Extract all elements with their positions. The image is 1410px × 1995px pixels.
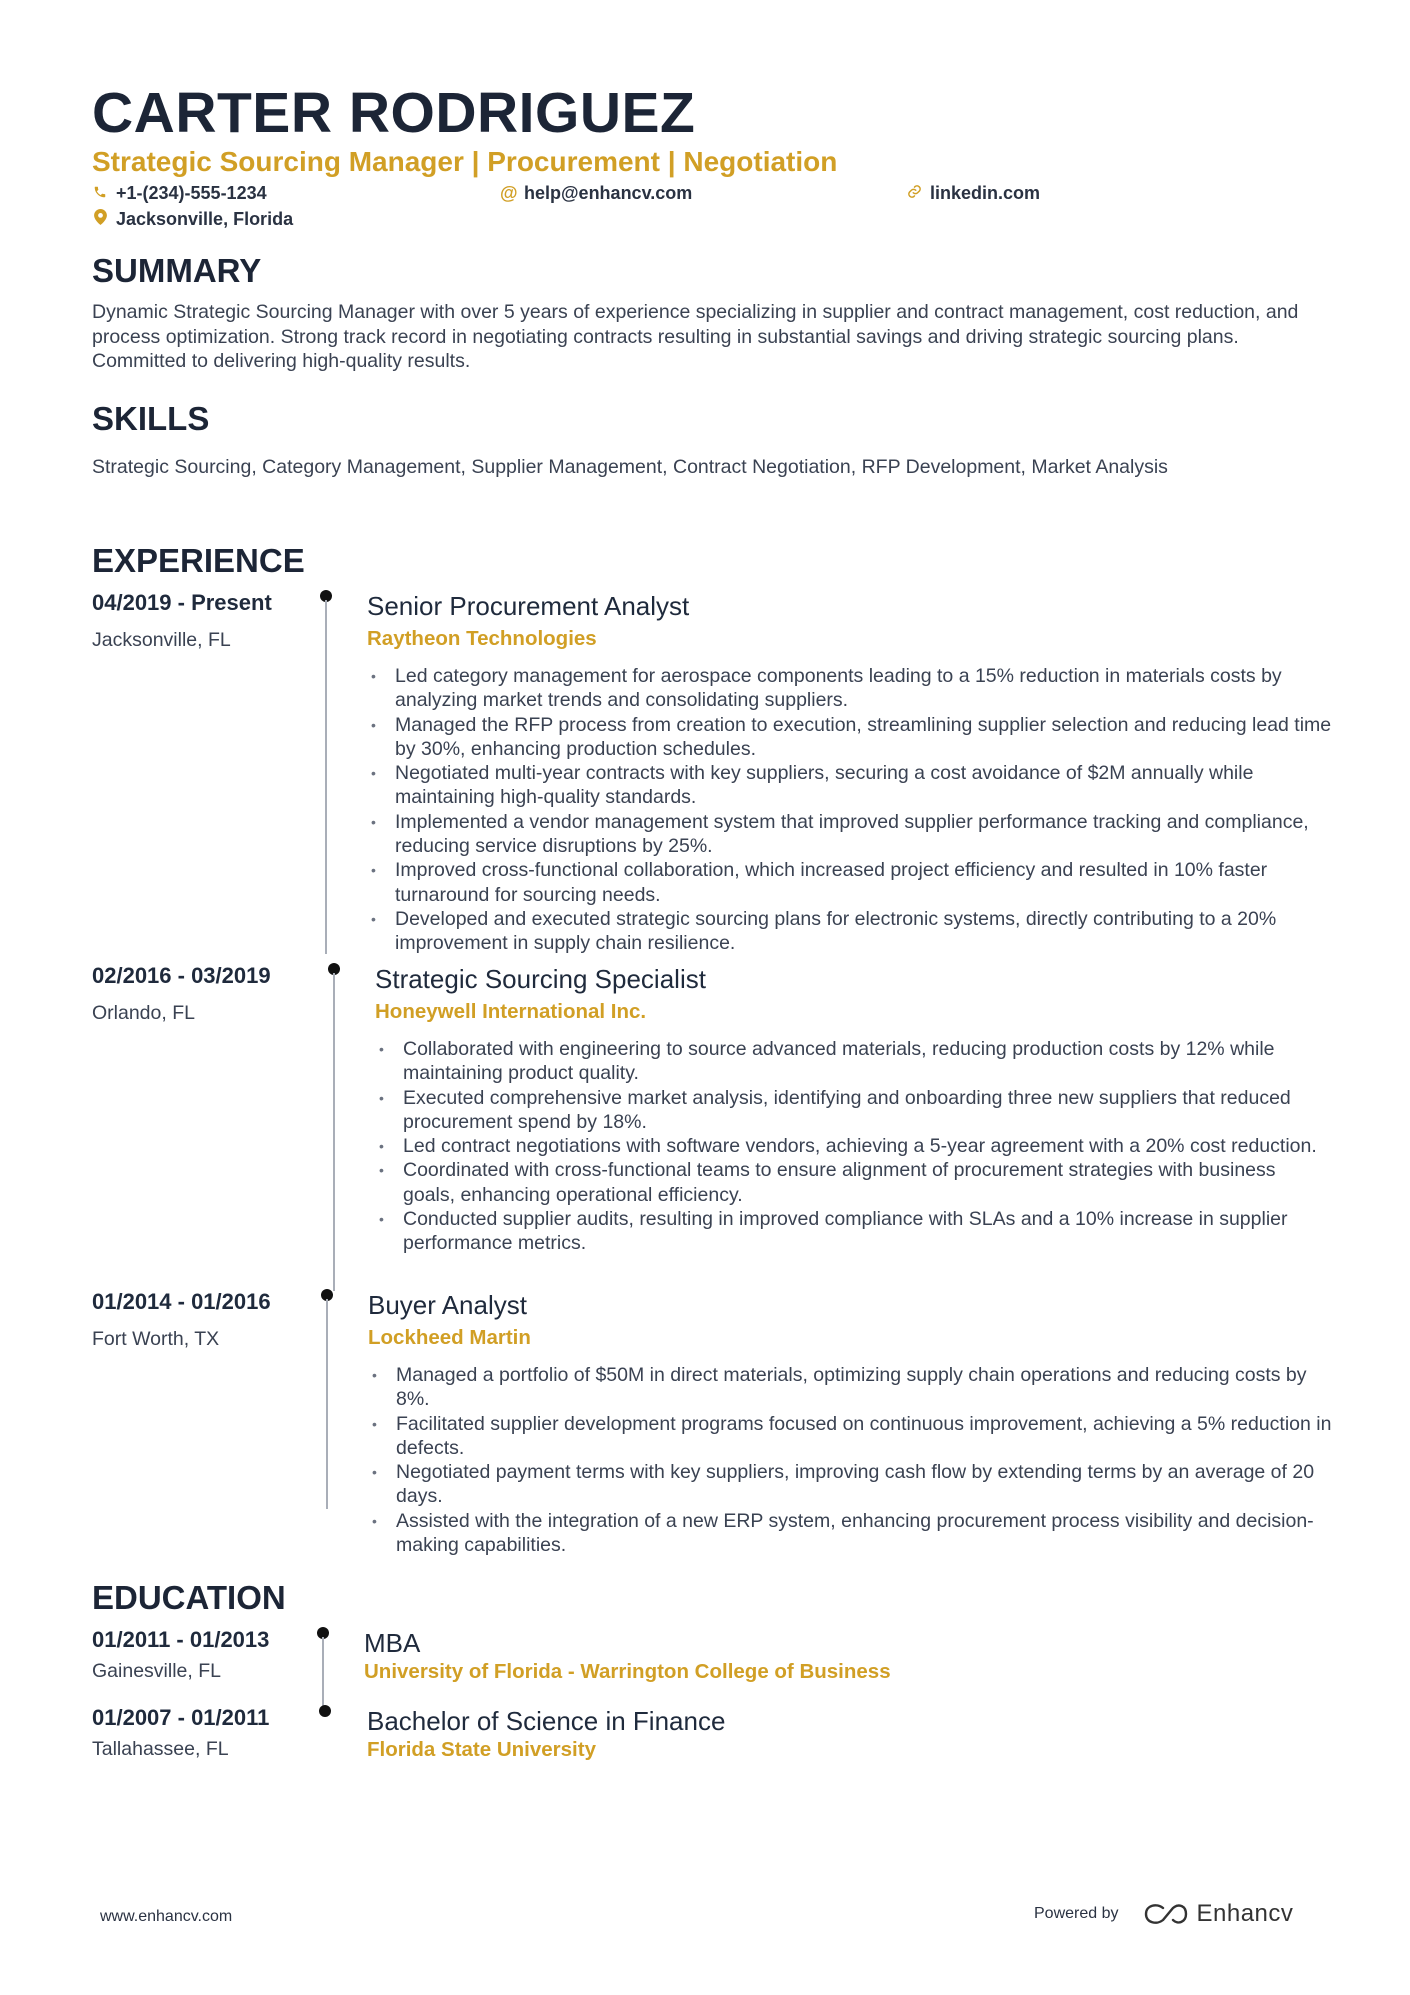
footer-branding (1034, 1900, 1293, 1928)
timeline-line (326, 1299, 328, 1509)
experience-dates: 01/2014 - 01/2016 (92, 1289, 271, 1314)
experience-company: Lockheed Martin (368, 1326, 531, 1349)
experience-role: Buyer Analyst (368, 1290, 527, 1320)
bullet-item: • Negotiated multi-year contracts with key suppliers, securing a cost avoidance of $2M annually while maintaining high-quality standards. (367, 761, 1332, 810)
experience-role: Senior Procurement Analyst (367, 591, 690, 621)
education-school: University of Florida - Warrington College of Business (364, 1660, 891, 1683)
timeline-line (325, 600, 327, 954)
education-location: Gainesville, FL (92, 1660, 221, 1682)
skills-heading: SKILLS (92, 400, 210, 437)
experience-dates: 04/2019 - Present (92, 590, 272, 615)
resume-page (92, 0, 1332, 1995)
experience-company: Raytheon Technologies (367, 627, 597, 650)
experience-content (368, 1289, 1332, 1557)
bullet-item: • Executed comprehensive market analysis, identifying and onboarding three new suppliers that reduced procurement spend by 18%. (375, 1086, 1332, 1135)
education-content (364, 1627, 1332, 1685)
contact-linkedin-text: linkedin.com (930, 183, 1041, 203)
skills-text: Strategic Sourcing, Category Management, Supplier Management, Contract Negotiation, RFP Development, Market Analysis (92, 456, 1168, 478)
bullet-item: • Facilitated supplier development programs focused on continuous improvement, achieving a 5% reduction in defects. (368, 1412, 1332, 1461)
summary-text: Dynamic Strategic Sourcing Manager with over 5 years of experience specializing in supplier and contract management, cost reduction, and process optimization. Strong track record in negotiating contracts resulting in substantial savings and driving strategic sourcing plans. Committed to delivering high-quality results. (92, 301, 1299, 372)
experience-company: Honeywell International Inc. (375, 1000, 647, 1023)
education-degree: MBA (364, 1628, 421, 1658)
bullet-item: • Assisted with the integration of a new ERP system, enhancing procurement process visibility and decision-making capabilities. (368, 1509, 1332, 1558)
timeline-dot (319, 1705, 331, 1717)
education-location: Tallahassee, FL (92, 1738, 229, 1760)
link-icon (906, 182, 922, 204)
education-heading: EDUCATION (92, 1579, 286, 1616)
powered-by-label: Powered by (1034, 1905, 1119, 1922)
education-dates: 01/2007 - 01/2011 (92, 1705, 270, 1730)
contact-email[interactable] (500, 182, 692, 204)
contact-phone-text: +1-(234)-555-1234 (116, 183, 267, 203)
contact-linkedin[interactable] (906, 182, 1040, 204)
education-content (367, 1705, 1332, 1763)
experience-dates: 02/2016 - 03/2019 (92, 963, 271, 988)
education-school: Florida State University (367, 1738, 596, 1761)
bullet-item: • Negotiated payment terms with key suppliers, improving cash flow by extending terms by an average of 20 days. (368, 1460, 1332, 1509)
contact-email-text: help@enhancv.com (524, 183, 693, 203)
bullet-item: • Improved cross-functional collaboration, which increased project efficiency and resulted in 10% faster turnaround for sourcing needs. (367, 858, 1332, 907)
experience-location: Orlando, FL (92, 1002, 195, 1024)
brand-name: Enhancv (1196, 1900, 1294, 1927)
at-icon: @ (500, 183, 518, 203)
timeline-line (333, 973, 335, 1291)
summary-heading: SUMMARY (92, 252, 262, 289)
bullet-item: • Led contract negotiations with software vendors, achieving a 5-year agreement with a 20% cost reduction. (375, 1134, 1332, 1158)
experience-bullets (367, 664, 1332, 956)
bullet-item: • Coordinated with cross-functional teams to ensure alignment of procurement strategies with business goals, enhancing operational efficiency. (375, 1158, 1332, 1207)
phone-icon (92, 182, 108, 204)
experience-role: Strategic Sourcing Specialist (375, 964, 706, 994)
bullet-item: • Collaborated with engineering to source advanced materials, reducing production costs by 12% while maintaining product quality. (375, 1037, 1332, 1086)
experience-bullets (375, 1037, 1332, 1256)
experience-content (375, 963, 1332, 1256)
bullet-item: • Implemented a vendor management system that improved supplier performance tracking and compliance, reducing service disruptions by 25%. (367, 810, 1332, 859)
bullet-item: • Managed a portfolio of $50M in direct materials, optimizing supply chain operations and reducing costs by 8%. (368, 1363, 1332, 1412)
candidate-name: CARTER RODRIGUEZ (92, 81, 696, 145)
location-pin-icon (92, 208, 108, 230)
education-dates: 01/2011 - 01/2013 (92, 1627, 270, 1652)
enhancv-logo[interactable] (1143, 1900, 1294, 1928)
education-degree: Bachelor of Science in Finance (367, 1706, 726, 1736)
bullet-item: • Led category management for aerospace components leading to a 15% reduction in materials costs by analyzing market trends and consolidating suppliers. (367, 664, 1332, 713)
bullet-item: • Managed the RFP process from creation to execution, streamlining supplier selection and reducing lead time by 30%, enhancing production schedules. (367, 713, 1332, 762)
footer-website[interactable]: www.enhancv.com (100, 1908, 233, 1925)
infinity-logo-icon (1143, 1902, 1189, 1926)
timeline-line (322, 1637, 324, 1707)
experience-bullets (368, 1363, 1332, 1557)
experience-content (367, 590, 1332, 956)
contact-location-text: Jacksonville, Florida (116, 209, 294, 229)
bullet-item: • Developed and executed strategic sourcing plans for electronic systems, directly contributing to a 20% improvement in supply chain resilience. (367, 907, 1332, 956)
candidate-title: Strategic Sourcing Manager | Procurement | Negotiation (92, 146, 838, 177)
experience-location: Fort Worth, TX (92, 1328, 220, 1350)
contact-location (92, 208, 293, 230)
experience-heading: EXPERIENCE (92, 542, 305, 579)
bullet-item: • Conducted supplier audits, resulting in improved compliance with SLAs and a 10% increase in supplier performance metrics. (375, 1207, 1332, 1256)
contact-phone[interactable] (92, 182, 267, 204)
experience-location: Jacksonville, FL (92, 629, 231, 651)
